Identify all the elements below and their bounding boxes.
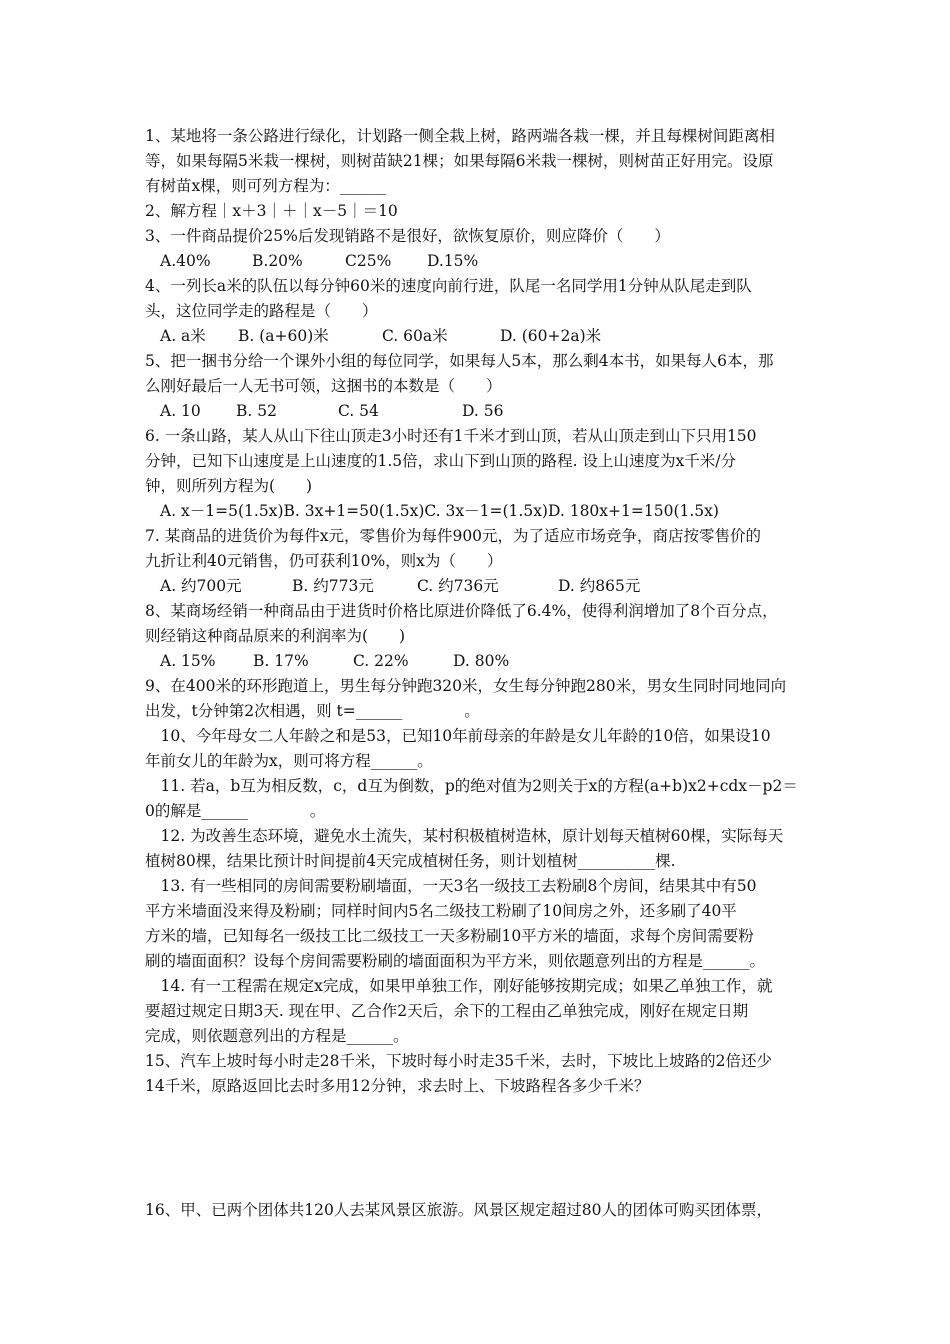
q6-line-1: 6. 一条山路，某人从山下往山顶走3小时还有1千米才到山顶，若从山顶走到山下只用150: [145, 427, 757, 445]
q5-option-b: B. 52: [236, 402, 277, 420]
q3-option-d: D.15%: [427, 252, 479, 270]
q7-option-b: B. 约773元: [292, 577, 374, 595]
q8-option-c: C. 22%: [353, 652, 409, 670]
q13-line-4: 刷的墙面面积？设每个房间需要粉刷的墙面面积为平方米，则依题意列出的方程是______。: [145, 952, 766, 970]
q13-line-3: 方米的墙，已知每名一级技工比二级技工一天多粉刷10平方米的墙面，求每个房间需要粉: [145, 927, 754, 945]
q5-option-c: C. 54: [338, 402, 379, 420]
q3-line-1: 3、一件商品提价25%后发现销路不是很好，欲恢复原价，则应降价（ ）: [145, 227, 670, 245]
q5-line-1: 5、把一捆书分给一个课外小组的每位同学，如果每人5本，那么剩4本书，如果每人6本，那: [145, 352, 774, 370]
q9-line-2: 出发，t分钟第2次相遇，则 t=______ 。: [145, 702, 480, 720]
q8-line-1: 8、某商场经销一种商品由于进货时价格比原进价降低了6.4%，使得利润增加了8个百分点，: [145, 602, 778, 620]
q7-line-2: 九折让利40元销售，仍可获利10%，则x为（ ）: [145, 552, 503, 570]
q11-line-2: 0的解是______ 。: [145, 802, 326, 820]
q4-line-1: 4、一列长a米的队伍以每分钟60米的速度向前行进，队尾一名同学用1分钟从队尾走到队: [145, 277, 752, 295]
q10-line-1: 10、今年母女二人年龄之和是53，已知10年前母亲的年龄是女儿年龄的10倍，如果设10: [145, 727, 771, 745]
q12-line-2: 植树80棵，结果比预计时间提前4天完成植树任务，则计划植树__________棵.: [145, 852, 676, 870]
q1-line-3: 有树苗x棵，则可列方程为：______: [145, 177, 387, 195]
q7-option-d: D. 约865元: [558, 577, 641, 595]
q4-option-a: A. a米: [160, 327, 206, 345]
q12-line-1: 12. 为改善生态环境，避免水土流失，某村积极植树造林，原计划每天植树60棵，实际每天: [145, 827, 784, 845]
q3-option-a: A.40%: [160, 252, 211, 270]
q14-line-2: 要超过规定日期3天. 现在甲、乙合作2天后，余下的工程由乙单独完成，刚好在规定日期: [145, 1002, 749, 1020]
q4-option-c: C. 60a米: [382, 327, 448, 345]
q14-line-1: 14. 有一工程需在规定x完成，如果甲单独工作，刚好能够按期完成；如果乙单独工作，就: [145, 977, 773, 995]
q7-option-c: C. 约736元: [417, 577, 499, 595]
q5-line-2: 么刚好最后一人无书可领，这捆书的本数是（ ）: [145, 377, 502, 395]
q4-option-d: D. (60+2a)米: [500, 327, 602, 345]
q6-options: A. x－1=5(1.5x)B. 3x+1=50(1.5x)C. 3x－1=(1.5x)D. 180x+1=150(1.5x): [160, 502, 719, 520]
q9-line-1: 9、在400米的环形跑道上，男生每分钟跑320米，女生每分钟跑280米，男女生同时同地同向: [145, 677, 787, 695]
q5-option-d: D. 56: [462, 402, 504, 420]
q8-line-2: 则经销这种商品原来的利润率为( ): [145, 627, 406, 645]
q8-option-b: B. 17%: [253, 652, 309, 670]
q4-line-2: 头，这位同学走的路程是（ ）: [145, 302, 378, 320]
q3-option-c: C25%: [345, 252, 392, 270]
q15-line-1: 15、汽车上坡时每小时走28千米，下坡时每小时走35千米，去时，下坡比上坡路的2倍还少: [145, 1052, 773, 1070]
q4-option-b: B. (a+60)米: [238, 327, 329, 345]
q7-option-a: A. 约700元: [160, 577, 242, 595]
q8-option-a: A. 15%: [160, 652, 216, 670]
q8-option-d: D. 80%: [453, 652, 510, 670]
q3-option-b: B.20%: [252, 252, 303, 270]
q2-line-1: 2、解方程｜x＋3｜＋｜x－5｜＝10: [145, 202, 398, 220]
q16-line-1: 16、甲、已两个团体共120人去某风景区旅游。风景区规定超过80人的团体可购买团体票，: [145, 1201, 773, 1219]
q13-line-1: 13. 有一些相同的房间需要粉刷墙面，一天3名一级技工去粉刷8个房间，结果其中有50: [145, 877, 757, 895]
q11-line-1: 11. 若a，b互为相反数，c，d互为倒数，p的绝对值为2则关于x的方程(a+b)x2+cdx－p2＝: [145, 777, 798, 795]
q13-line-2: 平方米墙面没来得及粉刷；同样时间内5名二级技工粉刷了10间房之外，还多刷了40平: [145, 902, 737, 920]
q6-line-2: 分钟，已知下山速度是上山速度的1.5倍，求山下到山顶的路程. 设上山速度为x千米/分: [145, 452, 736, 470]
q6-line-3: 钟，则所列方程为( ): [145, 477, 313, 495]
q1-line-1: 1、某地将一条公路进行绿化，计划路一侧全栽上树，路两端各栽一棵，并且每棵树间距离相: [145, 127, 775, 145]
q5-option-a: A. 10: [160, 402, 201, 420]
q7-line-1: 7. 某商品的进货价为每件x元，零售价为每件900元，为了适应市场竞争，商店按零售价的: [145, 527, 762, 545]
q1-line-2: 等，如果每隔5米栽一棵树，则树苗缺21棵；如果每隔6米栽一棵树，则树苗正好用完。设原: [145, 152, 774, 170]
q14-line-3: 完成，则依题意列出的方程是______。: [145, 1027, 409, 1045]
q10-line-2: 年前女儿的年龄为x，则可将方程______。: [145, 752, 433, 770]
q15-line-2: 14千米，原路返回比去时多用12分钟，求去时上、下坡路程各多少千米？: [145, 1077, 650, 1095]
